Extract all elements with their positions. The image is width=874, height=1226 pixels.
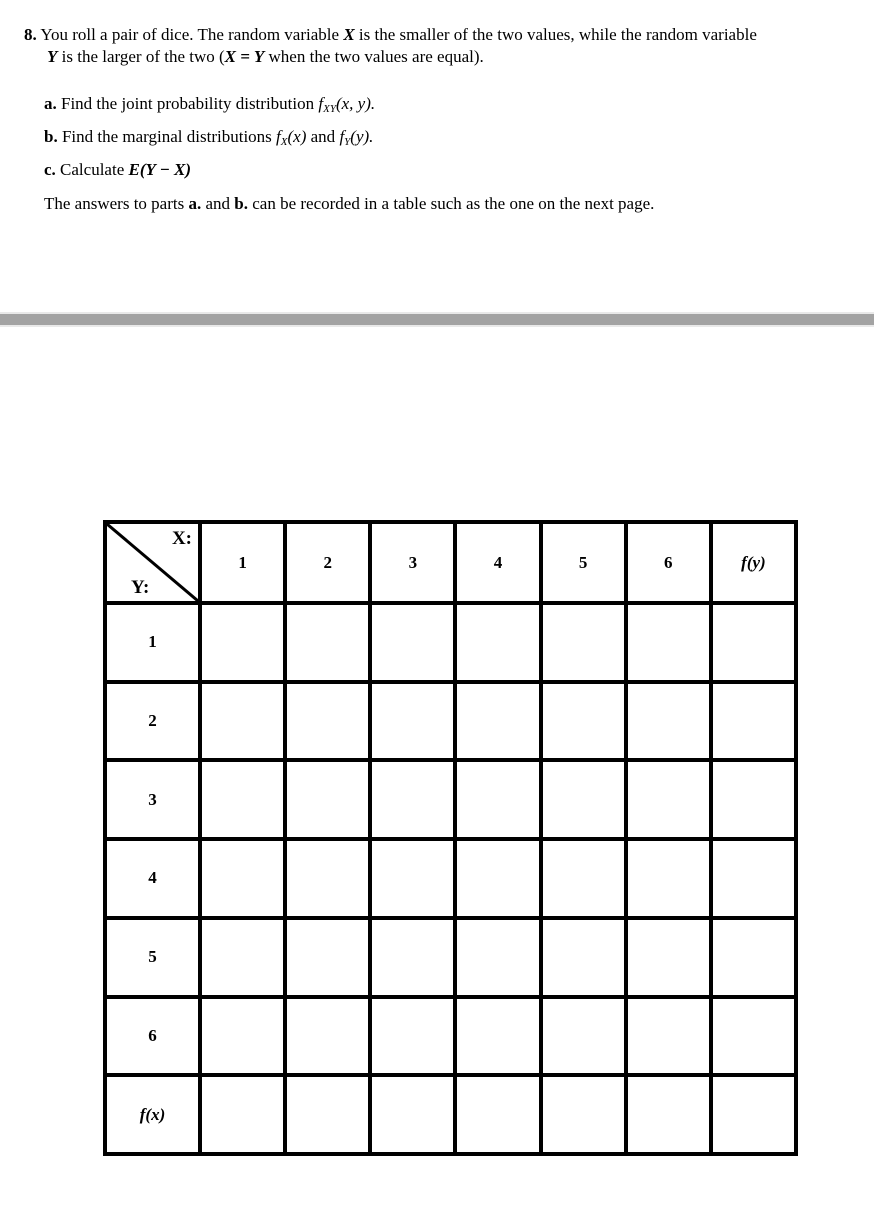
x-header: 6 <box>626 522 711 603</box>
problem-text-2: is the smaller of the two values, while the random variable <box>358 25 757 44</box>
answer-cell[interactable] <box>370 839 455 918</box>
answer-cell[interactable] <box>455 603 540 682</box>
marginal-y-cell[interactable] <box>711 760 796 839</box>
table-row <box>105 918 796 997</box>
marginal-y-cell[interactable] <box>711 603 796 682</box>
part-a-letter: a. <box>44 94 57 113</box>
part-c-text: Calculate <box>60 160 125 179</box>
answer-cell[interactable] <box>455 839 540 918</box>
problem-text-1: You roll a pair of dice. The random variable <box>40 25 340 44</box>
answer-cell[interactable] <box>541 918 626 997</box>
problem-number: 8. <box>24 25 37 44</box>
page-divider <box>0 312 874 327</box>
marginal-x-cell[interactable] <box>455 1075 540 1154</box>
x-header: 4 <box>455 522 540 603</box>
answer-note: The answers to parts a. and b. can be recorded in a table such as the one on the next page. <box>44 194 655 213</box>
answer-cell[interactable] <box>541 682 626 761</box>
part-b-conjunction: and <box>310 127 336 146</box>
y-label: 6 <box>105 997 200 1076</box>
marginal-y-cell[interactable] <box>711 839 796 918</box>
part-b <box>44 123 375 156</box>
answer-cell[interactable] <box>285 918 370 997</box>
marginal-y-header: f(y) <box>711 522 796 603</box>
part-c <box>44 156 375 183</box>
answer-cell[interactable] <box>541 839 626 918</box>
part-a-text: Find the joint probability distribution <box>61 94 315 113</box>
marginal-y-cell[interactable] <box>711 918 796 997</box>
marginal-x-cell[interactable] <box>370 1075 455 1154</box>
answer-cell[interactable] <box>626 603 711 682</box>
answer-cell[interactable] <box>200 839 285 918</box>
answer-cell[interactable] <box>370 918 455 997</box>
y-label: 5 <box>105 918 200 997</box>
answer-cell[interactable] <box>626 682 711 761</box>
marginal-y-math: $f_Y(y)$. <box>339 127 374 148</box>
y-label: 2 <box>105 682 200 761</box>
answer-cell[interactable] <box>370 682 455 761</box>
marginal-x-math: $f_X(x)$ <box>276 127 307 148</box>
answer-cell[interactable] <box>626 839 711 918</box>
answer-cell[interactable] <box>200 682 285 761</box>
answer-cell[interactable] <box>455 997 540 1076</box>
marginal-x-row <box>105 1075 796 1154</box>
x-header: 5 <box>541 522 626 603</box>
x-header: 2 <box>285 522 370 603</box>
answer-cell[interactable] <box>541 760 626 839</box>
answer-cell[interactable] <box>200 997 285 1076</box>
answer-cell[interactable] <box>200 603 285 682</box>
answer-cell[interactable] <box>455 682 540 761</box>
answer-cell[interactable] <box>285 997 370 1076</box>
answer-cell[interactable] <box>285 682 370 761</box>
header-row <box>105 522 796 603</box>
corner-cell <box>105 522 200 603</box>
marginal-x-cell[interactable] <box>200 1075 285 1154</box>
problem-text-4: when the two values are equal). <box>268 47 484 66</box>
answer-cell[interactable] <box>455 760 540 839</box>
x-header: 1 <box>200 522 285 603</box>
answer-cell[interactable] <box>200 918 285 997</box>
question-parts <box>44 90 375 183</box>
variable-y: Y <box>47 47 58 66</box>
table-row <box>105 997 796 1076</box>
y-label: 1 <box>105 603 200 682</box>
answer-cell[interactable] <box>370 603 455 682</box>
total-cell[interactable] <box>711 1075 796 1154</box>
problem-statement <box>24 24 864 68</box>
answer-cell[interactable] <box>541 997 626 1076</box>
answer-cell[interactable] <box>455 918 540 997</box>
table-row <box>105 682 796 761</box>
part-c-letter: c. <box>44 160 56 179</box>
marginal-x-cell[interactable] <box>285 1075 370 1154</box>
answer-cell[interactable] <box>285 603 370 682</box>
marginal-x-label: f(x) <box>105 1075 200 1154</box>
corner-y-label: Y: <box>131 577 150 598</box>
probability-table <box>103 520 798 1156</box>
y-label: 3 <box>105 760 200 839</box>
corner-x-label: X: <box>171 528 192 549</box>
y-label: 4 <box>105 839 200 918</box>
answer-cell[interactable] <box>370 760 455 839</box>
answer-cell[interactable] <box>200 760 285 839</box>
answer-cell[interactable] <box>285 839 370 918</box>
equality-expression: X = Y <box>224 47 265 66</box>
problem-text-3: is the larger of the two ( <box>61 47 225 66</box>
joint-distribution-math: $f_{XY}(x$, y). <box>318 94 376 115</box>
answer-cell[interactable] <box>626 997 711 1076</box>
marginal-y-cell[interactable] <box>711 997 796 1076</box>
table-row <box>105 839 796 918</box>
table-row <box>105 760 796 839</box>
table-row <box>105 603 796 682</box>
marginal-y-cell[interactable] <box>711 682 796 761</box>
marginal-x-cell[interactable] <box>541 1075 626 1154</box>
variable-x: X <box>343 25 355 44</box>
answer-cell[interactable] <box>626 760 711 839</box>
marginal-x-cell[interactable] <box>626 1075 711 1154</box>
part-a <box>44 90 375 123</box>
answer-cell[interactable] <box>370 997 455 1076</box>
answer-cell[interactable] <box>285 760 370 839</box>
answer-cell[interactable] <box>626 918 711 997</box>
part-b-text: Find the marginal distributions <box>61 127 272 146</box>
expectation-math: E(Y − X) <box>128 160 192 179</box>
answer-cell[interactable] <box>541 603 626 682</box>
x-header: 3 <box>370 522 455 603</box>
part-b-letter: b. <box>44 127 58 146</box>
